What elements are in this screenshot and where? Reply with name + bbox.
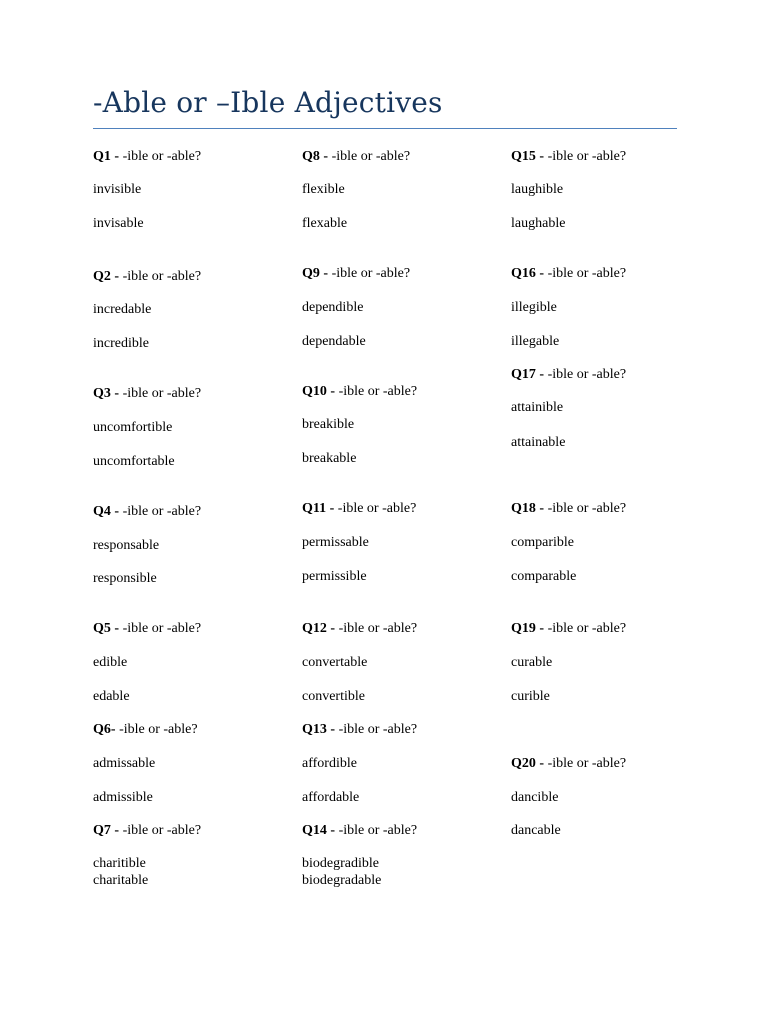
question-heading	[511, 267, 626, 281]
question-number: Q1 -	[93, 149, 120, 164]
answer-option[interactable]: admissible	[93, 790, 153, 805]
question-heading	[511, 368, 626, 382]
question-number: Q7 -	[93, 823, 120, 838]
question-heading	[93, 270, 201, 284]
question-heading	[511, 502, 626, 516]
answer-option[interactable]: breakable	[302, 451, 357, 466]
question-prompt: -ible or -able?	[119, 823, 202, 838]
question-number: Q5 -	[93, 621, 120, 636]
question-heading	[93, 150, 201, 164]
answer-option[interactable]: affordable	[302, 790, 360, 805]
answer-option[interactable]: curable	[511, 655, 553, 670]
question-prompt: -ible or -able?	[119, 149, 202, 164]
question-heading	[511, 757, 626, 771]
question-prompt: -ible or -able?	[119, 269, 202, 284]
answer-option[interactable]: incredible	[93, 336, 149, 351]
answer-option[interactable]: permissible	[302, 569, 367, 584]
answer-option[interactable]: dancable	[511, 823, 561, 838]
answer-option[interactable]: uncomfortible	[93, 420, 173, 435]
answer-option[interactable]: laughible	[511, 182, 564, 197]
question-heading	[302, 385, 417, 399]
answer-option[interactable]: responsible	[93, 571, 157, 586]
question-prompt: -ible or -able?	[335, 384, 418, 399]
title-divider	[93, 128, 677, 129]
question-prompt: -ible or -able?	[115, 722, 198, 737]
question-prompt: -ible or -able?	[335, 722, 418, 737]
question-number: Q18 -	[511, 501, 545, 516]
answer-option[interactable]: affordible	[302, 756, 357, 771]
question-heading	[302, 622, 417, 636]
question-number: Q17 -	[511, 367, 545, 382]
question-number: Q8 -	[302, 149, 329, 164]
answer-option[interactable]: biodegradible	[302, 856, 379, 871]
question-heading	[93, 723, 198, 737]
question-heading	[302, 723, 417, 737]
question-number: Q9 -	[302, 266, 329, 281]
question-prompt: -ible or -able?	[334, 501, 417, 516]
question-prompt: -ible or -able?	[328, 266, 411, 281]
answer-option[interactable]: incredable	[93, 302, 152, 317]
answer-option[interactable]: dancible	[511, 790, 559, 805]
question-heading	[511, 150, 626, 164]
answer-option[interactable]: uncomfortable	[93, 454, 175, 469]
question-number: Q13 -	[302, 722, 336, 737]
question-prompt: -ible or -able?	[328, 149, 411, 164]
answer-option[interactable]: convertible	[302, 689, 365, 704]
question-number: Q3 -	[93, 386, 120, 401]
answer-option[interactable]: flexible	[302, 182, 345, 197]
question-prompt: -ible or -able?	[335, 823, 418, 838]
question-number: Q16 -	[511, 266, 545, 281]
answer-option[interactable]: comparible	[511, 535, 574, 550]
answer-option[interactable]: invisable	[93, 216, 144, 231]
answer-option[interactable]: responsable	[93, 538, 160, 553]
question-prompt: -ible or -able?	[544, 756, 627, 771]
question-heading	[302, 150, 410, 164]
answer-option[interactable]: edible	[93, 655, 128, 670]
answer-option[interactable]: edable	[93, 689, 130, 704]
question-number: Q4 -	[93, 504, 120, 519]
page-title: -Able or –Ible Adjectives	[93, 86, 443, 119]
question-heading	[511, 622, 626, 636]
question-prompt: -ible or -able?	[544, 621, 627, 636]
answer-option[interactable]: charitable	[93, 873, 149, 888]
answer-option[interactable]: permissable	[302, 535, 369, 550]
question-number: Q20 -	[511, 756, 545, 771]
question-number: Q19 -	[511, 621, 545, 636]
answer-option[interactable]: dependable	[302, 334, 366, 349]
question-number: Q2 -	[93, 269, 120, 284]
question-number: Q11 -	[302, 501, 335, 516]
answer-option[interactable]: charitible	[93, 856, 146, 871]
answer-option[interactable]: curible	[511, 689, 550, 704]
answer-option[interactable]: admissable	[93, 756, 156, 771]
answer-option[interactable]: comparable	[511, 569, 577, 584]
question-number: Q12 -	[302, 621, 336, 636]
answer-option[interactable]: attainable	[511, 435, 566, 450]
question-prompt: -ible or -able?	[544, 266, 627, 281]
answer-option[interactable]: breakible	[302, 417, 355, 432]
answer-option[interactable]: invisible	[93, 182, 142, 197]
question-prompt: -ible or -able?	[544, 501, 627, 516]
question-number: Q6-	[93, 722, 116, 737]
question-number: Q15 -	[511, 149, 545, 164]
question-heading	[93, 505, 201, 519]
question-heading	[93, 387, 201, 401]
answer-option[interactable]: attainible	[511, 400, 564, 415]
question-number: Q10 -	[302, 384, 336, 399]
question-heading	[302, 267, 410, 281]
question-heading	[93, 824, 201, 838]
answer-option[interactable]: biodegradable	[302, 873, 382, 888]
answer-option[interactable]: illegable	[511, 334, 560, 349]
question-prompt: -ible or -able?	[119, 504, 202, 519]
question-prompt: -ible or -able?	[544, 367, 627, 382]
question-heading	[93, 622, 201, 636]
question-prompt: -ible or -able?	[544, 149, 627, 164]
question-number: Q14 -	[302, 823, 336, 838]
question-prompt: -ible or -able?	[119, 386, 202, 401]
question-prompt: -ible or -able?	[335, 621, 418, 636]
answer-option[interactable]: dependible	[302, 300, 364, 315]
answer-option[interactable]: illegible	[511, 300, 557, 315]
answer-option[interactable]: convertable	[302, 655, 368, 670]
question-heading	[302, 502, 416, 516]
question-prompt: -ible or -able?	[119, 621, 202, 636]
question-heading	[302, 824, 417, 838]
answer-option[interactable]: flexable	[302, 216, 348, 231]
answer-option[interactable]: laughable	[511, 216, 566, 231]
